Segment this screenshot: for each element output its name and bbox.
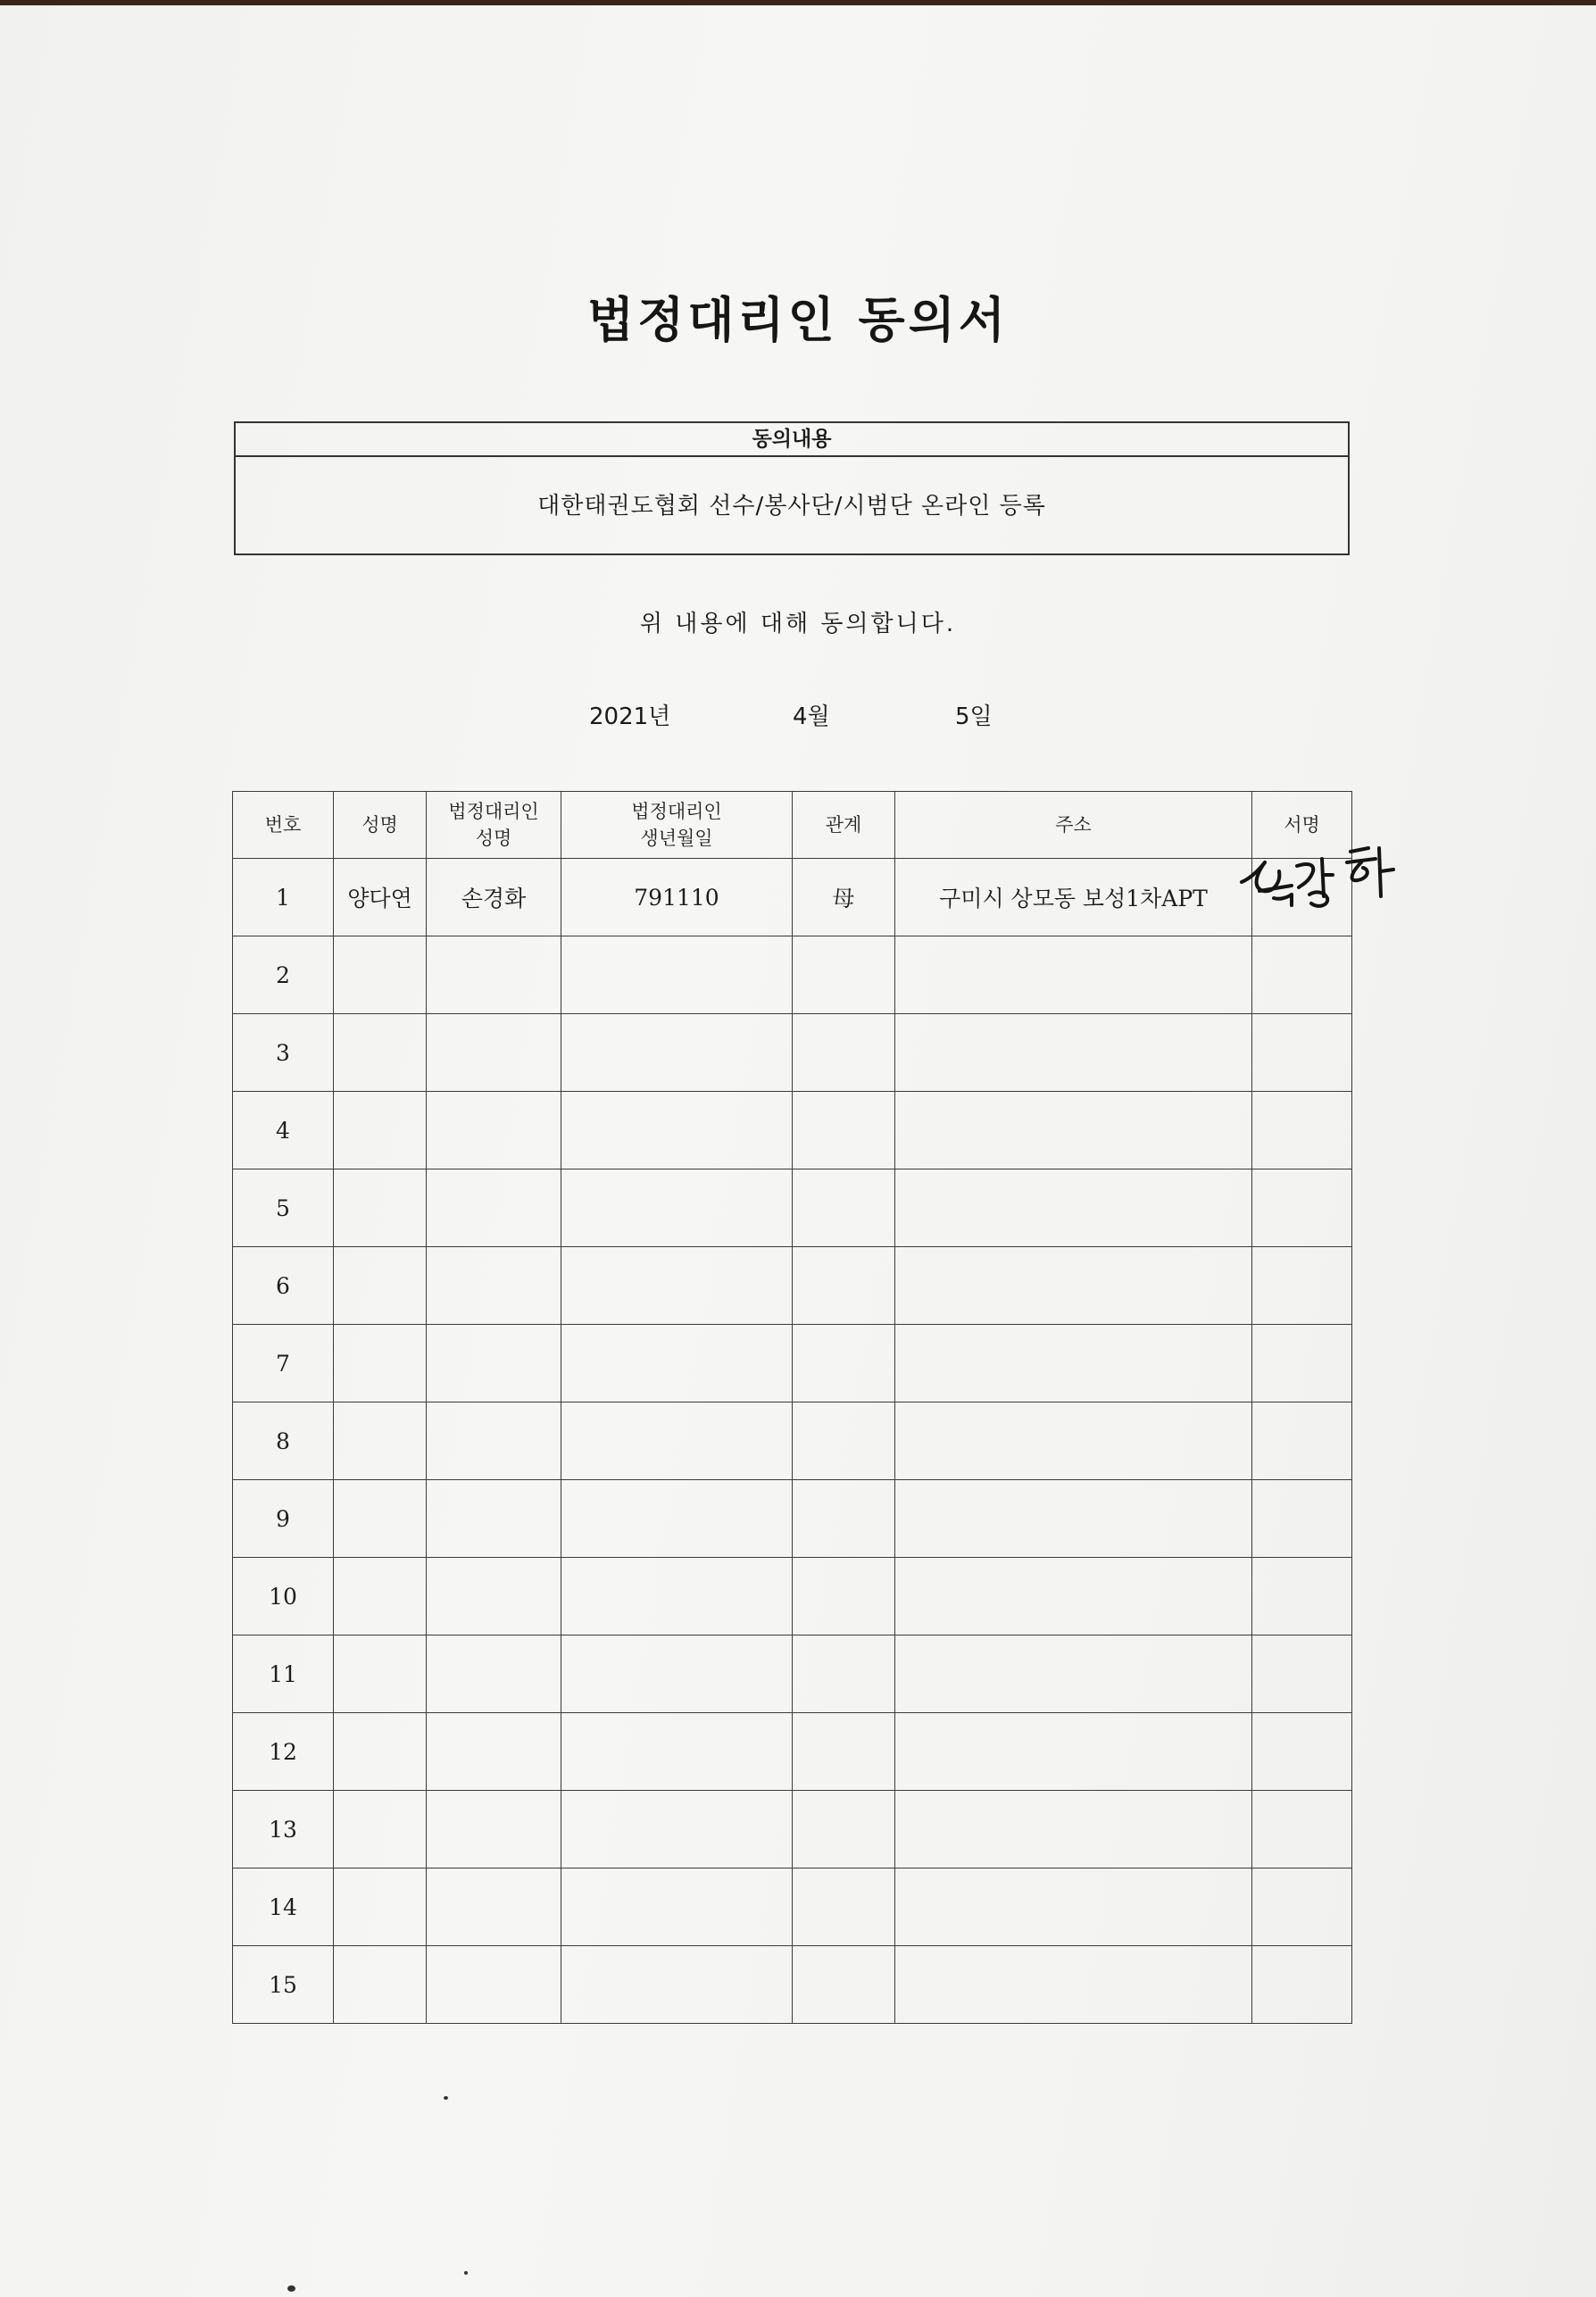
cell-signature xyxy=(1252,1480,1352,1558)
table-row xyxy=(233,1169,1352,1247)
cell-guardian-name xyxy=(427,1169,561,1247)
cell-no: 10 xyxy=(233,1558,334,1635)
cell-name xyxy=(334,1635,427,1713)
table-row xyxy=(233,936,1352,1014)
paper-speck xyxy=(444,2096,448,2100)
cell-guardian-birth xyxy=(561,1713,793,1791)
cell-address xyxy=(895,936,1252,1014)
cell-no: 13 xyxy=(233,1791,334,1868)
cell-guardian-name xyxy=(427,1791,561,1868)
cell-signature xyxy=(1252,936,1352,1014)
cell-no: 6 xyxy=(233,1247,334,1325)
cell-name xyxy=(334,1558,427,1635)
cell-signature xyxy=(1252,1247,1352,1325)
header-signature: 서명 xyxy=(1252,792,1352,859)
cell-guardian-birth xyxy=(561,1402,793,1480)
cell-address xyxy=(895,1402,1252,1480)
cell-guardian-birth xyxy=(561,1480,793,1558)
cell-relation xyxy=(793,1402,895,1480)
cell-name xyxy=(334,1325,427,1402)
header-guardian-birth-line1: 법정대리인 xyxy=(631,801,722,822)
cell-guardian-name xyxy=(427,936,561,1014)
cell-signature xyxy=(1252,1402,1352,1480)
table-row xyxy=(233,1325,1352,1402)
cell-guardian-birth xyxy=(561,1014,793,1092)
cell-signature xyxy=(1252,1946,1352,2024)
cell-address xyxy=(895,1325,1252,1402)
cell-signature xyxy=(1252,1791,1352,1868)
cell-address xyxy=(895,1480,1252,1558)
cell-guardian-name xyxy=(427,1402,561,1480)
cell-relation xyxy=(793,1558,895,1635)
table-row xyxy=(233,1558,1352,1635)
table-row xyxy=(233,1791,1352,1868)
cell-no: 9 xyxy=(233,1480,334,1558)
cell-name xyxy=(334,1402,427,1480)
cell-signature xyxy=(1252,1713,1352,1791)
cell-guardian-birth xyxy=(561,1325,793,1402)
cell-no: 8 xyxy=(233,1402,334,1480)
cell-name xyxy=(334,1169,427,1247)
header-guardian-birth-line2: 생년월일 xyxy=(640,828,713,849)
cell-address xyxy=(895,1946,1252,2024)
table-row xyxy=(233,1014,1352,1092)
cell-no: 3 xyxy=(233,1014,334,1092)
cell-address xyxy=(895,1635,1252,1713)
cell-relation xyxy=(793,1480,895,1558)
consent-content: 대한태권도협회 선수/봉사단/시범단 온라인 등록 xyxy=(537,493,1046,520)
handwritten-signature xyxy=(1238,836,1399,916)
cell-guardian-birth xyxy=(561,1868,793,1946)
table-row xyxy=(233,859,1352,936)
cell-guardian-name xyxy=(427,1325,561,1402)
header-guardian-name xyxy=(427,792,561,859)
cell-name xyxy=(334,1480,427,1558)
cell-address xyxy=(895,1247,1252,1325)
cell-guardian-name xyxy=(427,1713,561,1791)
cell-name xyxy=(334,1713,427,1791)
cell-relation xyxy=(793,936,895,1014)
cell-no: 11 xyxy=(233,1635,334,1713)
date-day: 5일 xyxy=(955,703,993,730)
cell-name xyxy=(334,1946,427,2024)
guardian-table xyxy=(232,791,1352,2024)
cell-relation xyxy=(793,1791,895,1868)
cell-signature xyxy=(1252,1558,1352,1635)
document-title: 법정대리인 동의서 xyxy=(586,292,1010,348)
table-row xyxy=(233,1713,1352,1791)
consent-box xyxy=(234,421,1350,555)
cell-guardian-birth xyxy=(561,1558,793,1635)
cell-no: 7 xyxy=(233,1325,334,1402)
table-header-row xyxy=(233,792,1352,859)
cell-guardian-birth xyxy=(561,936,793,1014)
cell-relation xyxy=(793,1092,895,1169)
paper-speck xyxy=(464,2271,468,2275)
cell-address xyxy=(895,1014,1252,1092)
cell-relation xyxy=(793,1014,895,1092)
cell-address xyxy=(895,1868,1252,1946)
date-year: 2021년 xyxy=(589,703,671,730)
header-relation: 관계 xyxy=(793,792,895,859)
cell-name xyxy=(334,936,427,1014)
cell-signature xyxy=(1252,859,1352,936)
cell-no: 1 xyxy=(233,859,334,936)
consent-header: 동의내용 xyxy=(236,423,1348,457)
cell-signature xyxy=(1252,1169,1352,1247)
cell-address xyxy=(895,1713,1252,1791)
table-body xyxy=(233,859,1352,2024)
cell-name xyxy=(334,1247,427,1325)
paper-speck xyxy=(287,2285,295,2292)
cell-guardian-birth xyxy=(561,1169,793,1247)
cell-address xyxy=(895,1092,1252,1169)
header-address: 주소 xyxy=(895,792,1252,859)
cell-name xyxy=(334,1868,427,1946)
cell-relation xyxy=(793,1713,895,1791)
cell-guardian-name xyxy=(427,1480,561,1558)
cell-guardian-name xyxy=(427,1558,561,1635)
cell-name xyxy=(334,1791,427,1868)
cell-guardian-name xyxy=(427,1092,561,1169)
cell-relation xyxy=(793,1325,895,1402)
cell-guardian-birth xyxy=(561,1092,793,1169)
header-guardian-name-line1: 법정대리인 xyxy=(448,801,539,822)
date-month: 4월 xyxy=(793,703,830,730)
cell-relation xyxy=(793,1868,895,1946)
cell-no: 12 xyxy=(233,1713,334,1791)
cell-name: 양다연 xyxy=(334,859,427,936)
cell-no: 14 xyxy=(233,1868,334,1946)
cell-guardian-birth: 791110 xyxy=(561,859,793,936)
table-row xyxy=(233,1868,1352,1946)
cell-name xyxy=(334,1014,427,1092)
table-row xyxy=(233,1092,1352,1169)
table-row xyxy=(233,1635,1352,1713)
agree-statement: 위 내용에 대해 동의합니다. xyxy=(639,611,957,637)
cell-signature xyxy=(1252,1635,1352,1713)
cell-no: 15 xyxy=(233,1946,334,2024)
table-row xyxy=(233,1247,1352,1325)
cell-no: 2 xyxy=(233,936,334,1014)
cell-address: 구미시 상모동 보성1차APT xyxy=(895,859,1252,936)
table-row xyxy=(233,1946,1352,2024)
cell-relation xyxy=(793,1169,895,1247)
header-guardian-name-line2: 성명 xyxy=(475,828,512,849)
cell-relation xyxy=(793,1247,895,1325)
cell-guardian-birth xyxy=(561,1247,793,1325)
cell-guardian-birth xyxy=(561,1946,793,2024)
cell-name xyxy=(334,1092,427,1169)
header-no: 번호 xyxy=(233,792,334,859)
paper-sheet xyxy=(0,5,1596,2297)
cell-relation: 母 xyxy=(793,859,895,936)
cell-guardian-name xyxy=(427,1635,561,1713)
cell-guardian-birth xyxy=(561,1635,793,1713)
cell-signature xyxy=(1252,1868,1352,1946)
cell-guardian-name xyxy=(427,1868,561,1946)
cell-signature xyxy=(1252,1092,1352,1169)
cell-address xyxy=(895,1791,1252,1868)
cell-guardian-birth xyxy=(561,1791,793,1868)
cell-guardian-name xyxy=(427,1946,561,2024)
cell-relation xyxy=(793,1635,895,1713)
cell-guardian-name: 손경화 xyxy=(427,859,561,936)
cell-no: 5 xyxy=(233,1169,334,1247)
cell-guardian-name xyxy=(427,1247,561,1325)
cell-no: 4 xyxy=(233,1092,334,1169)
cell-signature xyxy=(1252,1325,1352,1402)
cell-address xyxy=(895,1169,1252,1247)
table-row xyxy=(233,1480,1352,1558)
header-guardian-birth xyxy=(561,792,793,859)
cell-address xyxy=(895,1558,1252,1635)
cell-relation xyxy=(793,1946,895,2024)
cell-signature xyxy=(1252,1014,1352,1092)
cell-guardian-name xyxy=(427,1014,561,1092)
table-row xyxy=(233,1402,1352,1480)
header-name: 성명 xyxy=(334,792,427,859)
